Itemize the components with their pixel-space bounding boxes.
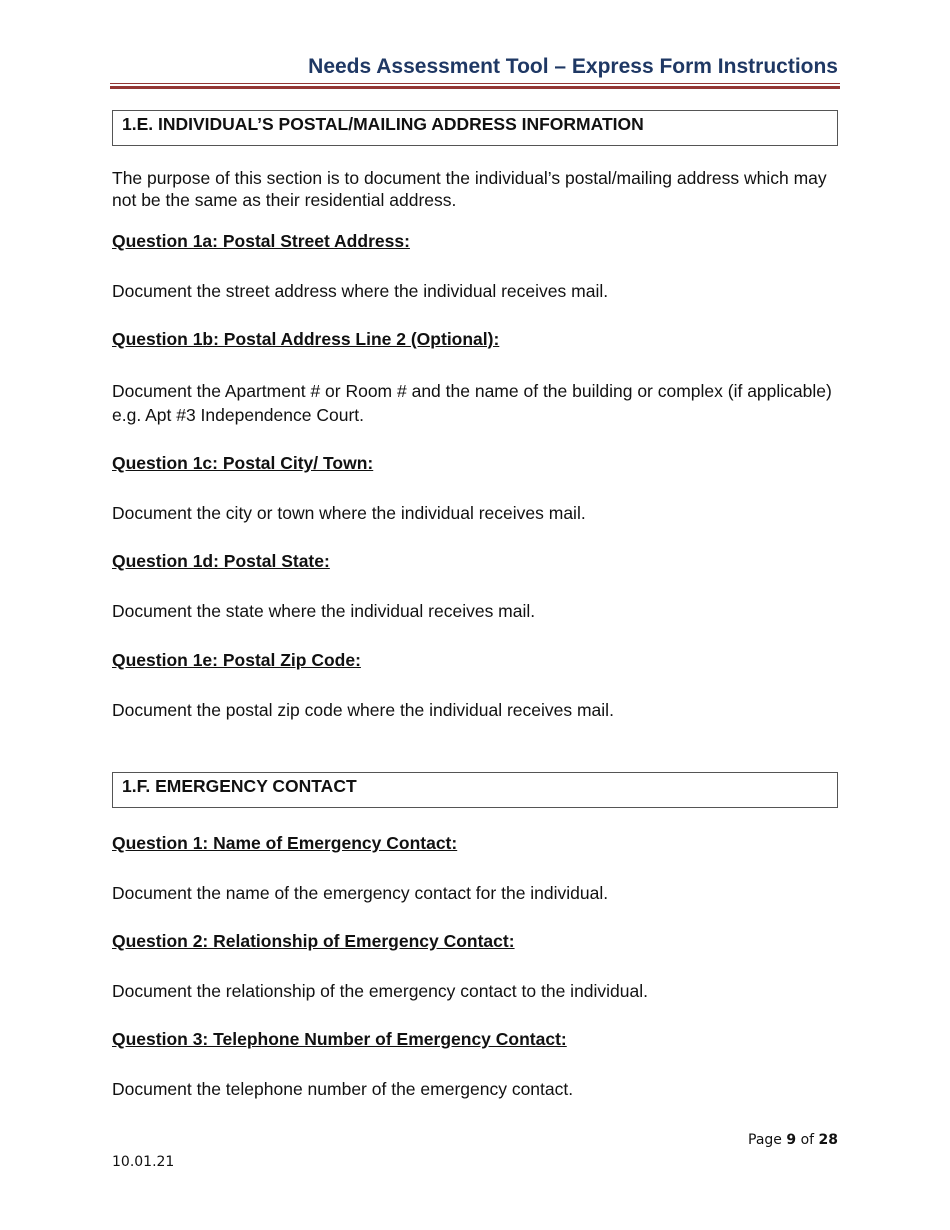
current-page: 9	[786, 1132, 797, 1148]
question-1b-label: Question 1b: Postal Address Line 2 (Optional):	[112, 329, 500, 349]
emergency-question-2-label: Question 2: Relationship of Emergency Contact:	[112, 931, 515, 951]
question-1e-label: Question 1e: Postal Zip Code:	[112, 650, 361, 670]
emergency-question-1-label: Question 1: Name of Emergency Contact:	[112, 833, 458, 853]
emergency-question-1-text: Document the name of the emergency contact for the individual.	[112, 883, 609, 903]
page-number	[748, 1132, 838, 1148]
emergency-question-2-text: Document the relationship of the emergency contact to the individual.	[112, 981, 649, 1001]
page-word: Page	[748, 1132, 782, 1148]
of-word: of	[800, 1132, 815, 1148]
question-1d-label: Question 1d: Postal State:	[112, 551, 330, 571]
emergency-question-3-text: Document the telephone number of the emergency contact.	[112, 1079, 574, 1099]
question-1d-text: Document the state where the individual receives mail.	[112, 601, 536, 621]
revision-date: 10.01.21	[112, 1154, 175, 1170]
total-pages: 28	[818, 1132, 838, 1148]
document-title: Needs Assessment Tool – Express Form Instructions	[308, 55, 838, 78]
question-1a-text: Document the street address where the individual receives mail.	[112, 281, 609, 301]
section-e-heading-box	[112, 110, 838, 146]
question-1c-text: Document the city or town where the individual receives mail.	[112, 503, 586, 523]
header-rule-thin	[110, 83, 840, 84]
section-e-heading: 1.E. INDIVIDUAL’S POSTAL/MAILING ADDRESS INFORMATION	[122, 114, 644, 134]
section-f-heading: 1.F. EMERGENCY CONTACT	[122, 776, 357, 796]
header-rule-thick	[110, 86, 840, 89]
emergency-question-3-label: Question 3: Telephone Number of Emergency Contact:	[112, 1029, 567, 1049]
question-1b-text: Document the Apartment # or Room # and the name of the building or complex (if applicable) e.g. Apt #3 Independence Court.	[112, 381, 832, 425]
question-1a-label: Question 1a: Postal Street Address:	[112, 231, 410, 251]
question-1c-label: Question 1c: Postal City/ Town:	[112, 453, 374, 473]
section-f-heading-box	[112, 772, 838, 808]
question-1e-text: Document the postal zip code where the individual receives mail.	[112, 700, 614, 720]
section-e-intro: The purpose of this section is to document the individual’s postal/mailing address which may not be the same as their residential address.	[112, 168, 827, 210]
